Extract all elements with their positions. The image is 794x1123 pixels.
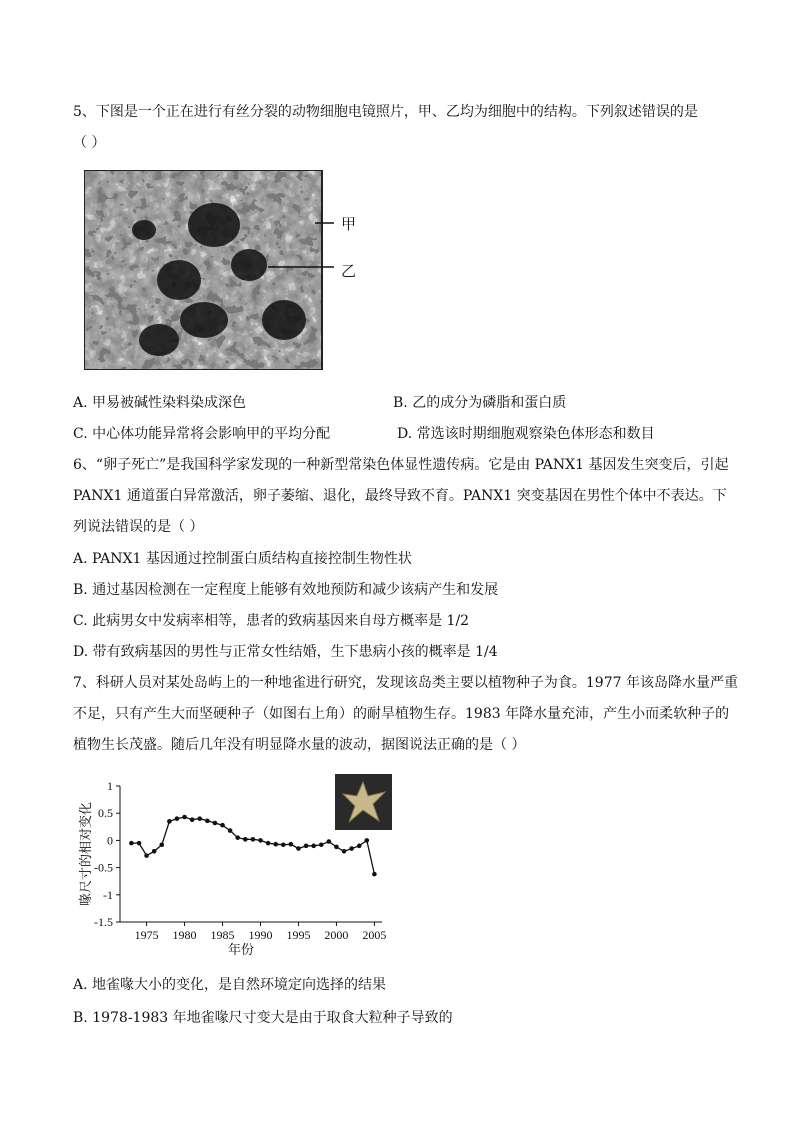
q7-option-b[interactable]: B. 1978-1983 年地雀喙尺寸变大是由于取食大粒种子导致的 — [73, 1010, 453, 1026]
data-point — [266, 841, 271, 846]
data-point — [311, 844, 316, 849]
q5-option-a[interactable]: A. 甲易被碱性染料染成深色 — [73, 395, 247, 411]
x-tick-label: 1975 — [134, 928, 159, 942]
q7-stem-line3: 植物生长茂盛。随后几年没有明显降水量的波动，据图说法正确的是（ ） — [73, 737, 526, 753]
q6-option-d[interactable]: D. 带有致病基因的男性与正常女性结婚，生下患病小孩的概率是 1/4 — [73, 644, 498, 660]
data-point — [144, 853, 149, 858]
data-point — [319, 842, 324, 847]
data-point — [289, 842, 294, 847]
data-point — [349, 846, 354, 851]
data-point — [205, 819, 210, 824]
seed-icon — [335, 774, 392, 830]
structure-pointer-lines — [268, 218, 338, 278]
data-point — [182, 815, 187, 820]
y-tick-label: 0.5 — [98, 806, 113, 821]
q7-stem-line2: 不足，只有产生大而坚硬种子（如图右上角）的耐旱植物生存。1983 年降水量充沛，产生小而柔软种子的 — [73, 706, 730, 722]
q5-option-c[interactable]: C. 中心体功能异常将会影响甲的平均分配 — [73, 426, 331, 442]
q6-option-c[interactable]: C. 此病男女中发病率相等，患者的致病基因来自母方概率是 1/2 — [73, 613, 470, 629]
data-point — [342, 849, 347, 854]
x-axis-title: 年份 — [227, 942, 255, 957]
seed-image — [335, 774, 392, 830]
data-point — [152, 849, 157, 854]
data-point — [213, 821, 218, 826]
data-point — [167, 819, 172, 824]
y-tick-label: 1 — [107, 779, 113, 793]
x-tick-label: 2005 — [362, 928, 387, 942]
q6-stem-line3: 列说法错误的是（ ） — [73, 519, 204, 535]
data-point — [281, 842, 286, 847]
x-tick-label: 2000 — [324, 928, 349, 942]
data-point — [197, 816, 202, 821]
q6-option-b[interactable]: B. 通过基因检测在一定程度上能够有效地预防和减少该病产生和发展 — [73, 582, 499, 598]
data-point — [296, 846, 301, 851]
label-jia: 甲 — [341, 215, 357, 233]
q5-option-d[interactable]: D. 常选该时期细胞观察染色体形态和数目 — [397, 426, 655, 442]
q7-option-a[interactable]: A. 地雀喙大小的变化，是自然环境定向选择的结果 — [73, 977, 387, 993]
data-point — [235, 835, 240, 840]
y-tick-label: -1.5 — [94, 915, 113, 929]
data-point — [220, 823, 225, 828]
q5-option-b[interactable]: B. 乙的成分为磷脂和蛋白质 — [393, 395, 567, 411]
data-point — [334, 845, 339, 850]
data-point — [372, 872, 377, 877]
data-point — [327, 839, 332, 844]
data-point — [159, 842, 164, 847]
data-point — [357, 844, 362, 849]
data-point — [243, 837, 248, 842]
data-point — [304, 844, 309, 849]
y-tick-label: -0.5 — [94, 860, 113, 875]
data-point — [251, 837, 256, 842]
data-point — [228, 828, 233, 833]
q5-stem-line1: 5、下图是一个正在进行有丝分裂的动物细胞电镜照片，甲、乙均为细胞中的结构。下列叙述错误的是 — [73, 104, 698, 120]
x-tick-label: 1985 — [210, 928, 235, 942]
data-point — [190, 817, 195, 822]
q6-stem-line1: 6、“卵子死亡”是我国科学家发现的一种新型常染色体显性遗传病。它是由 PANX1 基因发生突变后，引起 — [73, 457, 729, 473]
y-tick-label: -1 — [103, 887, 113, 902]
data-point — [137, 841, 142, 846]
q6-option-a[interactable]: A. PANX1 基因通过控制蛋白质结构直接控制生物性状 — [73, 551, 412, 567]
label-yi: 乙 — [341, 262, 357, 280]
data-point — [273, 842, 278, 847]
x-tick-label: 1980 — [172, 928, 197, 942]
y-tick-label: 0 — [107, 833, 113, 848]
data-point — [129, 841, 134, 846]
data-point — [365, 838, 370, 843]
data-point — [175, 816, 180, 821]
q6-stem-line2: PANX1 通道蛋白异常激活，卵子萎缩、退化，最终导致不育。PANX1 突变基因在男性个体中不表达。下 — [73, 488, 727, 504]
q7-stem-line1: 7、科研人员对某处岛屿上的一种地雀进行研究，发现该岛类主要以植物种子为食。1977 年该岛降水量严重 — [73, 675, 738, 691]
x-tick-label: 1995 — [286, 928, 311, 942]
y-axis-title: 喙尺寸的相对变化 — [78, 801, 93, 907]
data-point — [258, 838, 263, 843]
x-tick-label: 1990 — [248, 928, 273, 942]
q5-stem-line2: （ ） — [73, 135, 106, 151]
